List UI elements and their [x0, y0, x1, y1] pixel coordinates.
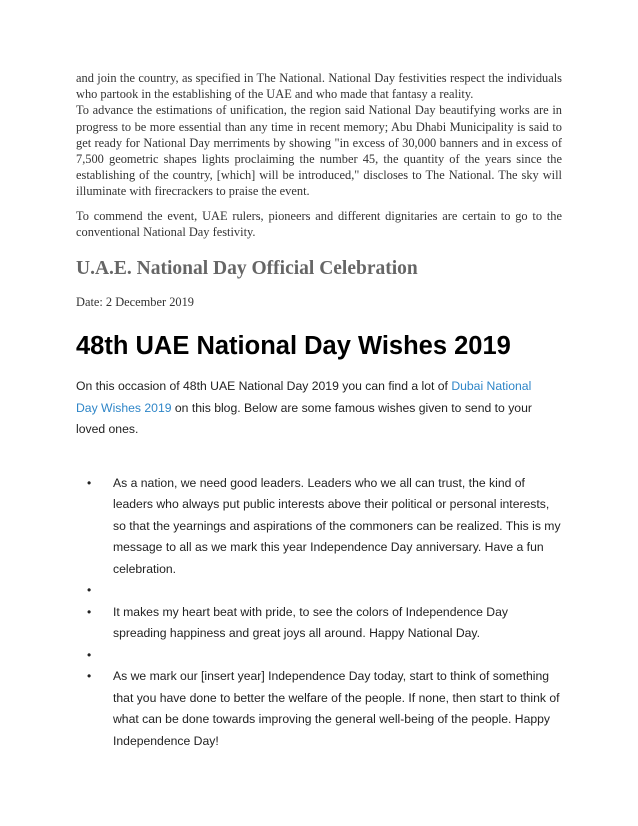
list-item [76, 473, 563, 581]
document-page [76, 70, 562, 752]
intro-text-after: on this blog. Below are some famous wishes given to send to your loved ones. [76, 400, 532, 437]
paragraph-commend-event: To commend the event, UAE rulers, pioneers and different dignitaries are certain to go to the conventional National Day festivity. [76, 208, 562, 239]
wishes-intro [76, 376, 541, 441]
wishes-heading: 48th UAE National Day Wishes 2019 [76, 332, 511, 361]
bullet-icon: • [87, 475, 92, 490]
bullet-icon: • [87, 669, 92, 684]
wish-text: It makes my heart beat with pride, to see the colors of Independence Day spreading happiness and great joys all around. Happy National Day. [113, 604, 508, 641]
list-item [76, 580, 563, 602]
intro-text-before: On this occasion of 48th UAE National Day 2019 you can find a lot of [76, 379, 452, 394]
wishes-list [76, 473, 562, 753]
bullet-icon: • [87, 604, 92, 619]
list-item [76, 602, 563, 645]
list-item [76, 645, 563, 667]
bullet-icon: • [87, 583, 92, 598]
paragraph-unification-preparations: To advance the estimations of unification, the region said National Day beautifying works are in progress to be more essential than any time in recent memory; Abu Dhabi Municipality is said to get ready for National Day merriments by showing "in excess of 30,000 banners and in excess of 7,500 geometric shapes lights proclaiming the number 45, the quantity of the years since the establishing of the country, [which] will be introduced," discloses to The National. The sky will illuminate with firecrackers to praise the event. [76, 103, 562, 199]
list-item [76, 666, 563, 752]
bullet-icon: • [87, 647, 92, 662]
celebration-heading: U.A.E. National Day Official Celebration [76, 258, 418, 280]
paragraph-national-festivities: and join the country, as specified in The National. National Day festivities respect the individuals who partook in the establishing of the UAE and who made that fantasy a reality. [76, 71, 562, 102]
wish-text: As we mark our [insert year] Independence Day today, start to think of something that you have done to better the welfare of the people. If none, then start to think of what can be done towards improving the general well-being of the people. Happy Independence Day! [113, 669, 560, 748]
celebration-date: Date: 2 December 2019 [76, 295, 195, 310]
dubai-wishes-link[interactable]: Dubai National Day Wishes 2019 [76, 379, 532, 415]
wish-text: As a nation, we need good leaders. Leaders who we all can trust, the kind of leaders who always put public interests above their political or personal interests, so that the yearnings and aspirations of the commoners can be realized. This is my message to all as we mark this year Independence Day anniversary. Have a fun celebration. [113, 475, 561, 576]
